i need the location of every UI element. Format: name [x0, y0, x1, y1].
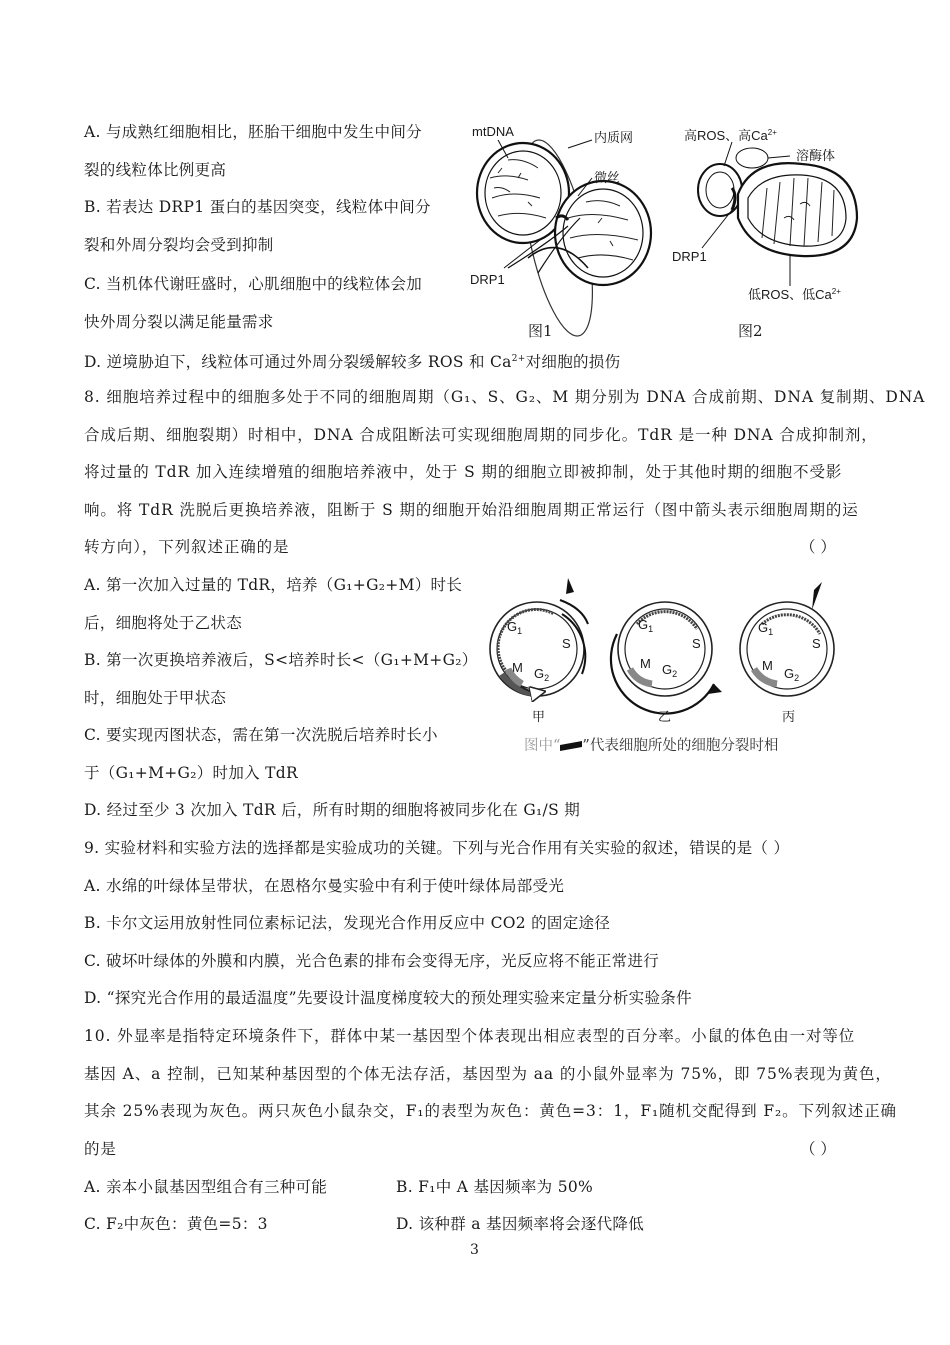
cycle-yi	[611, 602, 722, 714]
q9-option-b: B. 卡尔文运用放射性同位素标记法，发现光合作用反应中 CO2 的固定途径	[84, 914, 611, 932]
q8-stem-line1: 8. 细胞培养过程中的细胞多处于不同的细胞周期（G₁、S、G₂、M 期分别为 DNA 合成前期、DNA 复制期、DNA	[84, 388, 926, 406]
figure-1-caption: 图1	[528, 322, 553, 340]
q8-option-d: D. 经过至少 3 次加入 TdR 后，所有时期的细胞将被同步化在 G₁/S 期	[84, 801, 581, 819]
q7-option-b-line2: 裂和外周分裂均会受到抑制	[84, 236, 274, 254]
q8-stem-line4: 响。将 TdR 洗脱后更换培养液，阻断于 S 期的细胞开始沿细胞周期正常运行（图中箭头表示细胞周期的运	[84, 501, 859, 519]
q10-option-a: A. 亲本小鼠基因型组合有三种可能	[84, 1178, 328, 1196]
svg-text:S: S	[812, 636, 821, 651]
q7-option-b-line1: B. 若表达 DRP1 蛋白的基因突变，线粒体中间分	[84, 198, 431, 216]
q10-answer-blank: （ ）	[800, 1140, 836, 1158]
q9-option-a: A. 水绵的叶绿体呈带状，在恩格尔曼实验中有利于使叶绿体局部受光	[84, 877, 565, 895]
label-jia: 甲	[532, 709, 546, 724]
label-microfilament: 微丝	[594, 170, 621, 185]
q7-option-c-line2: 快外周分裂以满足能量需求	[84, 313, 274, 331]
q8-option-c-line1: C. 要实现丙图状态，需在第一次洗脱后培养时长小	[84, 726, 438, 744]
q10-stem-line1: 10. 外显率是指特定环境条件下，群体中某一基因型个体表现出相应表型的百分率。小鼠的体色由一对等位	[84, 1027, 856, 1045]
label-drp1-fig1: DRP1	[470, 272, 505, 287]
svg-text:S: S	[692, 636, 701, 651]
q8-option-b-line2: 时，细胞处于甲状态	[84, 689, 227, 707]
q8-stem-line3: 将过量的 TdR 加入连续增殖的细胞培养液中，处于 S 期的细胞立即被抑制，处于其他时期的细胞不受影	[84, 463, 843, 481]
q8-option-a-line2: 后，细胞将处于乙状态	[84, 614, 243, 632]
q10-stem-line2: 基因 A、a 控制，已知某种基因型的个体无法存活，基因型为 aa 的小鼠外显率为 75%，即 75%表现为黄色，	[84, 1065, 892, 1083]
svg-text:M: M	[762, 658, 773, 673]
q10-stem-line3: 其余 25%表现为灰色。两只灰色小鼠杂交，F₁的表型为灰色：黄色=3：1，F₁随机交配得到 F₂。下列叙述正确	[84, 1102, 897, 1120]
q10-option-c: C. F₂中灰色：黄色=5：3	[84, 1215, 268, 1233]
q8-stem-line2: 合成后期、细胞裂期）时相中，DNA 合成阻断法可实现细胞周期的同步化。TdR 是一种 DNA 合成抑制剂，	[84, 426, 878, 444]
label-high-ros: 高ROS、高$Ca^{2+}$	[684, 128, 777, 143]
q8-answer-blank: （ ）	[800, 538, 836, 556]
cycle-jia	[490, 578, 588, 696]
q7-option-d: D. 逆境胁迫下，线粒体可通过外周分裂缓解较多 ROS 和 $Ca^{2+}$对细胞的损伤	[84, 353, 621, 372]
q10-option-d: D. 该种群 a 基因频率将会逐代降低	[396, 1215, 645, 1233]
cell-cycle-figures	[482, 574, 842, 729]
q8-option-b-line1: B. 第一次更换培养液后，S<培养时长<（G₁+M+G₂）	[84, 651, 478, 669]
svg-text:G2: $G_2$	[662, 662, 678, 679]
q10-option-b: B. F₁中 A 基因频率为 50%	[396, 1178, 594, 1196]
label-er: 内质网	[594, 130, 634, 145]
label-low-ros: 低ROS、低$Ca^{2+}$	[748, 287, 841, 302]
q8-option-a-line1: A. 第一次加入过量的 TdR，培养（G₁+G₂+M）时长	[84, 576, 463, 594]
q7-option-a-line2: 裂的线粒体比例更高	[84, 161, 227, 179]
label-bing: 丙	[782, 709, 796, 724]
svg-text:G2: $G_2$	[534, 666, 550, 683]
q9-option-c: C. 破坏叶绿体的外膜和内膜，光合色素的排布会变得无序，光反应将不能正常进行	[84, 952, 660, 970]
svg-text:S: S	[562, 636, 571, 651]
svg-text:G1: $G_1$	[638, 617, 654, 634]
label-lysosome: 溶酶体	[796, 148, 836, 163]
q10-stem-line4: 的是	[84, 1140, 117, 1158]
label-drp1-fig2: DRP1	[672, 249, 707, 264]
figure-2-mitochondria	[672, 118, 872, 318]
q7-option-a-line1: A. 与成熟红细胞相比，胚胎干细胞中发生中间分	[84, 123, 422, 141]
svg-text:G2: $G_2$	[784, 666, 800, 683]
q8-option-c-line2: 于（G₁+M+G₂）时加入 TdR	[84, 764, 298, 782]
figure-2-caption: 图2	[738, 322, 763, 340]
figure-1-mitochondria	[468, 118, 668, 343]
label-yi: 乙	[658, 709, 672, 724]
cell-cycle-caption: 图中“ ”代表细胞所处的细胞分裂时相	[524, 738, 779, 754]
cycle-bing	[740, 582, 834, 696]
svg-text:G1: $G_1$	[758, 620, 774, 637]
svg-text:M: M	[512, 660, 523, 675]
label-mtdna: mtDNA	[472, 124, 514, 139]
q9-stem: 9. 实验材料和实验方法的选择都是实验成功的关键。下列与光合作用有关实验的叙述，错误的是（ ）	[84, 839, 790, 857]
q9-option-d: D. “探究光合作用的最适温度”先要设计温度梯度较大的预处理实验来定量分析实验条件	[84, 989, 692, 1007]
svg-text:M: M	[640, 656, 651, 671]
svg-text:G1: $G_1$	[507, 619, 523, 636]
page-number: 3	[470, 1242, 479, 1258]
q8-stem-line5: 转方向），下列叙述正确的是	[84, 538, 290, 556]
phase-marker-icon	[560, 741, 582, 751]
q7-option-c-line1: C. 当机体代谢旺盛时，心肌细胞中的线粒体会加	[84, 275, 423, 293]
